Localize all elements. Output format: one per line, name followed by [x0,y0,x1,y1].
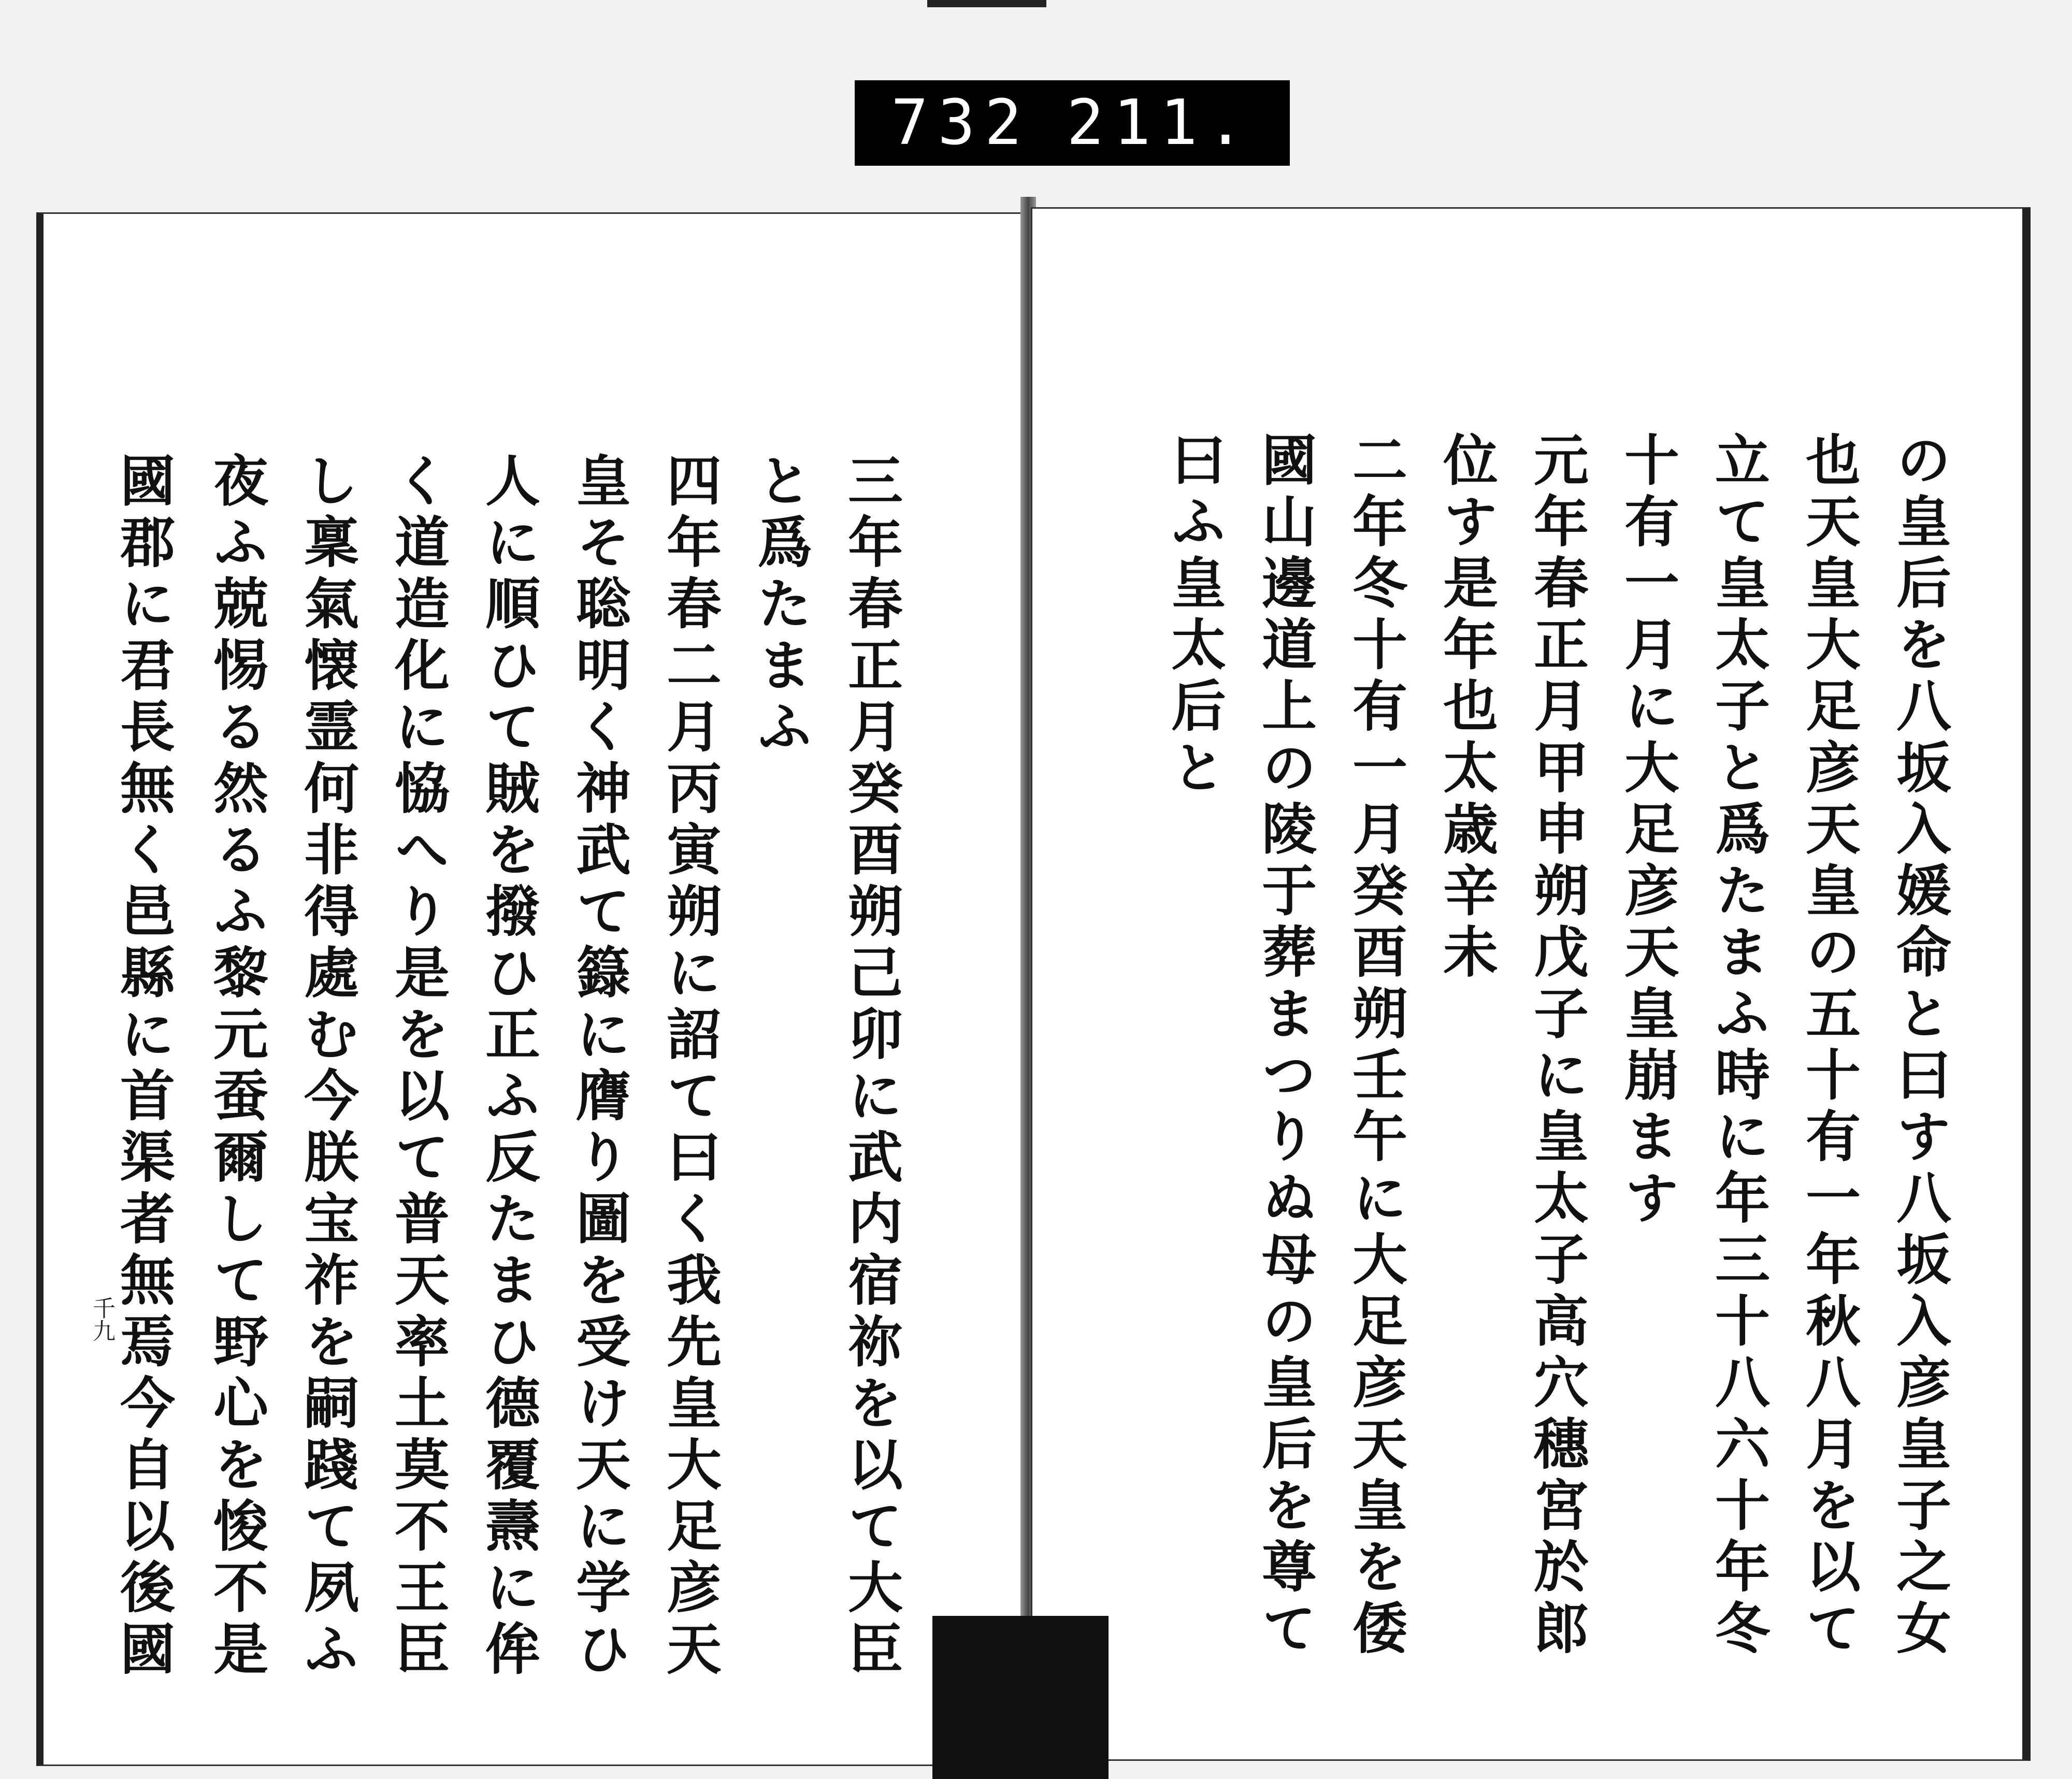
right-col-6: 位す是年也太歳辛未 [1434,431,1499,985]
archive-label [855,80,1290,166]
right-page [1031,207,2031,1761]
right-col-7: 二年冬十有一月癸酉朔壬午に大足彦天皇を倭 [1344,431,1408,1661]
left-col-6: く道造化に恊へり是を以て普天率土莫不王臣 [386,452,451,1682]
right-col-4: 十有一月に大足彦天皇崩ます [1616,431,1680,1231]
right-col-5: 元年春正月甲申朔戊子に皇太子高穴穗宮於郎 [1525,431,1590,1661]
left-col-5: 人に順ひて賊を撥ひ正ふ反たまひ德覆燾に侔 [477,452,541,1682]
left-col-8: 夜ふ兢惕る然るふ黎元蚕爾して野心を悛不是 [205,452,269,1682]
right-col-3: 立て皇太子と爲たまふ時に年三十八六十年冬 [1706,431,1771,1661]
open-book [0,197,2072,1779]
bottom-binding-shadow [932,1616,1109,1779]
right-col-2: 也天皇大足彦天皇の五十有一年秋八月を以て [1797,431,1862,1661]
right-col-1: の皇后を八坂入媛命と曰す八坂入彦皇子之女 [1888,431,1952,1661]
left-page [36,212,1026,1766]
right-col-9: 曰ふ皇太后と [1162,431,1227,801]
left-col-3: 四年春二月丙寅朔に詔て曰く我先皇大足彦天 [658,452,723,1682]
left-col-4: 皇そ聡明く神武て籙に膺り圖を受け天に学ひ [567,452,632,1682]
label-right-number: 211. [1067,87,1254,159]
page-number: 千九 [89,1296,115,1342]
top-smudge [927,0,1046,7]
left-col-7: し稟氣懐霊何非得處む今朕宝祚を嗣踐て夙ふ [295,452,360,1682]
left-col-9: 國郡に君長無く邑縣に首渠者無焉今自以後國 [111,452,176,1682]
left-col-2: と爲たまふ [749,452,813,760]
label-left-number: 732 [891,87,1031,159]
right-col-8: 國山邊道上の陵于葬まつりぬ母の皇后を尊て [1253,431,1318,1661]
left-col-1: 三年春正月癸酉朔己卯に武内宿祢を以て大臣 [839,452,904,1682]
